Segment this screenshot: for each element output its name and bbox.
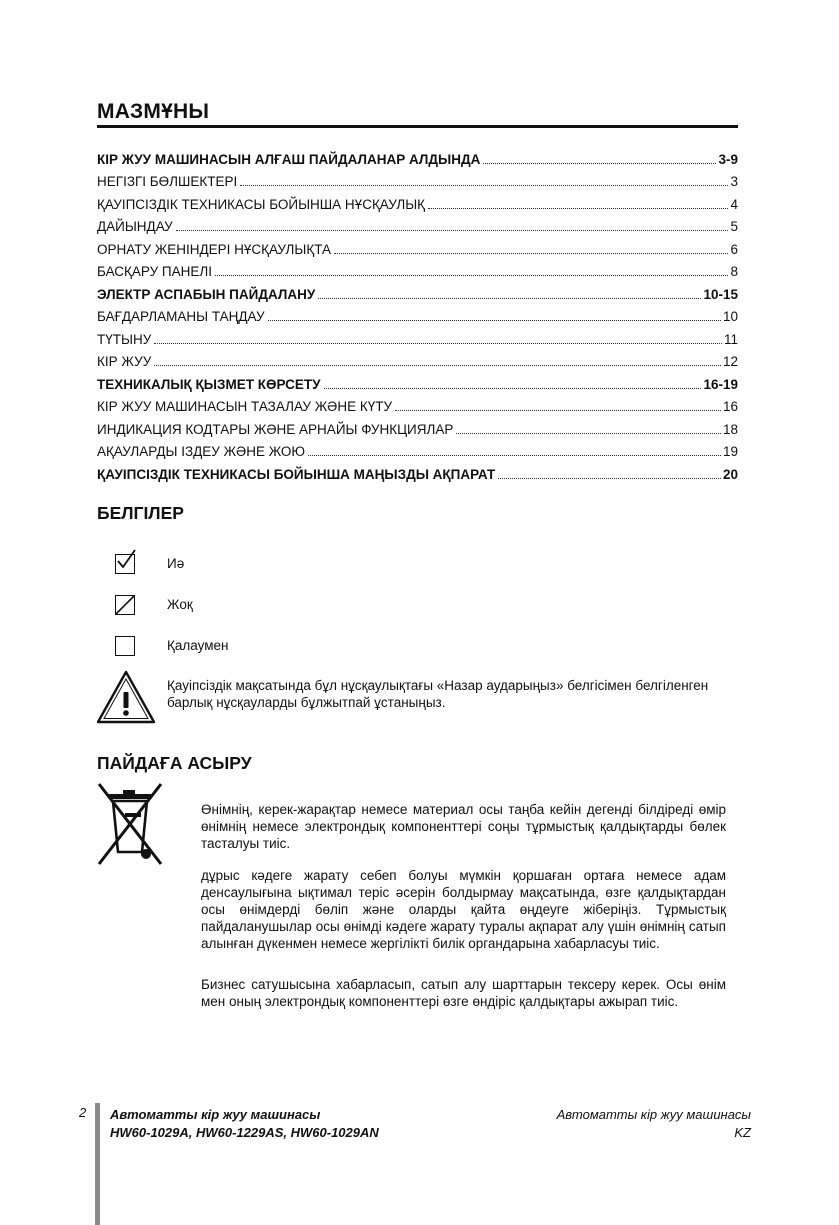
footer-product-name: Автоматты кір жуу машинасы <box>110 1107 321 1122</box>
toc-row <box>97 347 738 370</box>
toc-page-number: 18 <box>722 421 738 437</box>
toc-page-number: 3 <box>730 174 738 189</box>
toc-row <box>97 437 738 460</box>
toc-row <box>97 234 738 257</box>
toc-label: КІР ЖУУ МАШИНАСЫН АЛҒАШ ПАЙДАЛАНАР АЛДЫНДА <box>97 151 481 167</box>
toc-page-number: 5 <box>730 219 738 234</box>
footer-product-name-right: Автоматты кір жуу машинасы <box>556 1107 751 1122</box>
recycling-paragraph-1: Өнімнің, керек-жарақтар немесе материал осы таңба кейін дегенді білдіреді өмір өнімнің немесе электрондық компоненттері соңы тұрмыстық қалдықтарды бөлек тасталуы тиіс. <box>201 802 726 851</box>
toc-leader-dots <box>215 275 728 276</box>
toc-label: ОРНАТУ ЖЕНІНДЕРІ НҰСҚАУЛЫҚТА <box>97 241 332 257</box>
toc-leader-dots <box>240 185 728 186</box>
page-title: МАЗМҰНЫ <box>97 100 210 123</box>
toc-row <box>97 324 738 347</box>
warning-triangle-icon <box>96 670 156 724</box>
toc-page-number: 10-15 <box>703 286 738 302</box>
recycling-heading: ПАЙДАҒА АСЫРУ <box>97 753 252 773</box>
symbols-heading: БЕЛГІЛЕР <box>97 503 184 523</box>
toc-label: ЭЛЕКТР АСПАБЫН ПАЙДАЛАНУ <box>97 286 316 302</box>
toc-label: БАҒДАРЛАМАНЫ ТАҢДАУ <box>97 309 265 324</box>
toc-label: ҚАУІПСІЗДІК ТЕХНИКАСЫ БОЙЫНША НҰСҚАУЛЫҚ <box>97 196 426 212</box>
toc-leader-dots <box>395 410 721 411</box>
checked-box-icon <box>115 554 135 574</box>
legend-no-label: Жоқ <box>167 597 193 612</box>
toc-leader-dots <box>154 343 722 344</box>
recycling-paragraph-3: Бизнес сатушысына хабарласып, сатып алу шарттарын тексеру керек. Осы өнім мен оның электрондық компоненттері өзге өндіріс қалдықтары ажырап тиіс. <box>201 977 726 1009</box>
toc-page-number: 20 <box>722 466 738 482</box>
toc-row <box>97 392 738 415</box>
toc-page-number: 11 <box>723 331 738 347</box>
toc-row <box>97 369 738 392</box>
toc-leader-dots <box>428 208 728 209</box>
toc-leader-dots <box>483 163 716 164</box>
legend-optional-label: Қалаумен <box>167 638 229 653</box>
toc-row <box>97 414 738 437</box>
toc-row <box>97 279 738 302</box>
legend-yes-row <box>115 554 135 574</box>
recycling-paragraph-2: дұрыс кәдеге жарату себеп болуы мүмкін қоршаған ортаға немесе адам денсаулығына ықтимал теріс әсерін болдырмау мақсатында, өзге қалдықтардан осы өнімдерді бөліп және оларды қайта өңдеуге жіберіңіз. Тұрмыстық пайдаланушылар осы өнімді кәдеге жарату туралы ақпарат алу үшін өнімнің сатып алынған дүкенмен немесе жергілікті билік органдарына хабарласуы тиіс. <box>201 868 726 951</box>
footer-left <box>110 1106 379 1142</box>
toc-leader-dots <box>268 320 721 321</box>
toc-row <box>97 459 738 482</box>
toc-label: КІР ЖУУ МАШИНАСЫН ТАЗАЛАУ ЖӘНЕ КҮТУ <box>97 399 393 414</box>
toc-row <box>97 189 738 212</box>
toc-leader-dots <box>334 253 728 254</box>
toc-leader-dots <box>324 388 702 389</box>
empty-box-icon <box>115 636 135 656</box>
toc-page-number: 16 <box>722 399 738 414</box>
footer-bar <box>95 1103 100 1225</box>
toc-leader-dots <box>498 478 721 479</box>
toc-page-number: 3-9 <box>718 151 738 167</box>
toc-label: ҚАУІПСІЗДІК ТЕХНИКАСЫ БОЙЫНША МАҢЫЗДЫ АҚПАРАТ <box>97 466 496 482</box>
toc-label: ДАЙЫНДАУ <box>97 219 173 234</box>
warning-text: Қауіпсіздік мақсатында бұл нұсқаулықтағы «Назар аударыңыз» белгісімен белгіленген барлық нұсқауларды бұлжытпай ұстаныңыз. <box>167 678 709 710</box>
toc-label: БАСҚАРУ ПАНЕЛІ <box>97 264 212 279</box>
toc-page-number: 16-19 <box>703 376 738 392</box>
toc-label: ТЕХНИКАЛЫҚ ҚЫЗМЕТ КӨРСЕТУ <box>97 376 321 392</box>
toc-row <box>97 257 738 280</box>
crossed-box-icon <box>115 595 135 615</box>
toc-leader-dots <box>308 455 721 456</box>
toc-page-number: 12 <box>722 354 738 369</box>
toc-row <box>97 144 738 167</box>
footer-right <box>557 1106 751 1142</box>
toc-row <box>97 212 738 235</box>
title-divider <box>97 125 738 128</box>
legend-optional-row <box>115 636 135 656</box>
toc-row <box>97 167 738 190</box>
toc-leader-dots <box>154 365 721 366</box>
toc-label: ТҮТЫНУ <box>97 331 152 347</box>
toc-page-number: 4 <box>730 196 738 212</box>
toc-row <box>97 302 738 325</box>
toc-leader-dots <box>318 298 701 299</box>
toc-page-number: 6 <box>730 241 738 257</box>
legend-no-row <box>115 595 135 615</box>
toc-label: ИНДИКАЦИЯ КОДТАРЫ ЖӘНЕ АРНАЙЫ ФУНКЦИЯЛАР <box>97 421 454 437</box>
toc-leader-dots <box>176 230 729 231</box>
page-number: 2 <box>79 1105 87 1120</box>
toc-leader-dots <box>456 433 721 434</box>
footer-model-numbers: HW60-1029A, HW60-1229AS, HW60-1029AN <box>110 1125 379 1140</box>
toc-label: НЕГІЗГІ БӨЛШЕКТЕРІ <box>97 174 238 189</box>
legend-yes-label: Иә <box>167 556 185 571</box>
toc-page-number: 19 <box>722 444 738 459</box>
toc-label: КІР ЖУУ <box>97 354 152 369</box>
toc-page-number: 8 <box>730 264 738 279</box>
crossed-bin-icon <box>95 780 165 866</box>
toc-page-number: 10 <box>722 309 738 324</box>
footer-language-code: KZ <box>734 1125 751 1140</box>
table-of-contents <box>97 144 738 482</box>
toc-label: АҚАУЛАРДЫ ІЗДЕУ ЖӘНЕ ЖОЮ <box>97 444 306 459</box>
